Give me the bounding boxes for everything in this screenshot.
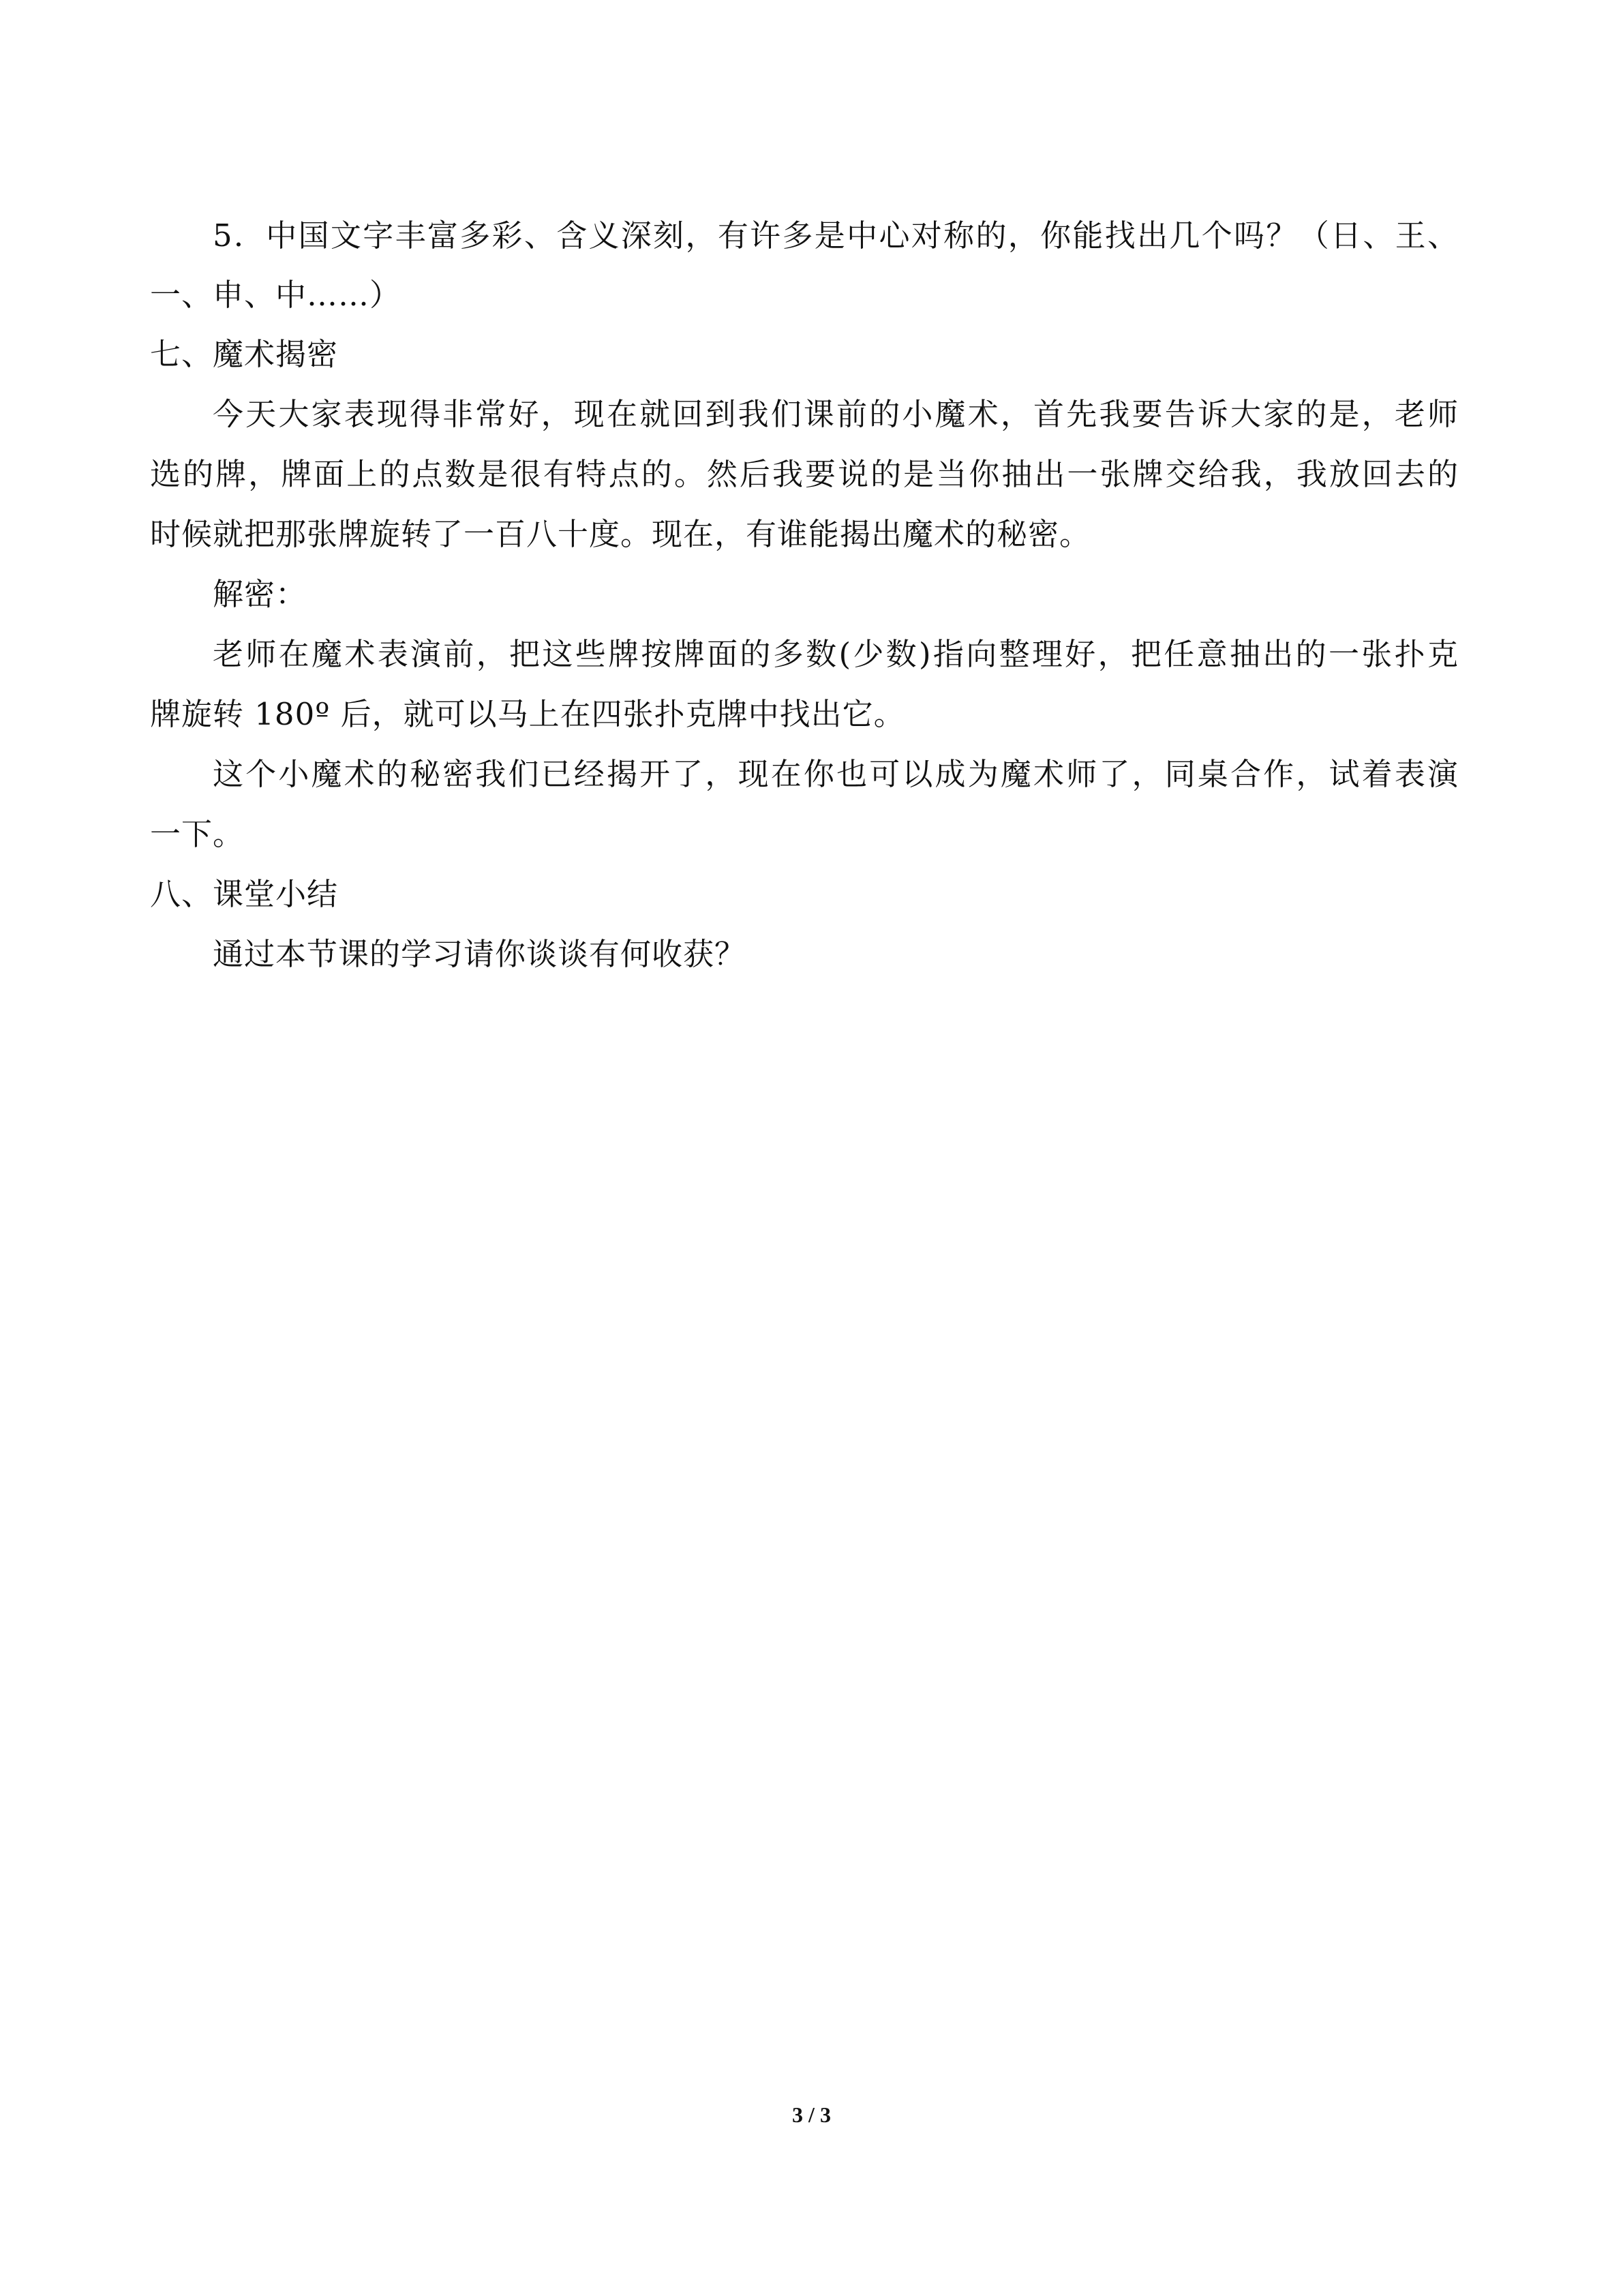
page-number: 3 / 3	[792, 2102, 831, 2127]
q5-line-1: 5．中国文字丰富多彩、含义深刻，有许多是中心对称的，你能找出几个吗？（日、王、	[213, 217, 1459, 254]
para-1-line-3: 时候就把那张牌旋转了一百八十度。现在，有谁能揭出魔术的秘密。	[150, 516, 1091, 552]
section-8-heading: 八、课堂小结	[150, 876, 339, 912]
para-2-line-2: 牌旋转 180º 后，就可以马上在四张扑克牌中找出它。	[150, 696, 905, 732]
para-2-line-1: 老师在魔术表演前，把这些牌按牌面的多数(少数)指向整理好，把任意抽出的一张扑克	[213, 636, 1459, 672]
summary-question: 通过本节课的学习请你谈谈有何收获？	[213, 936, 746, 972]
decode-label: 解密：	[213, 576, 307, 612]
para-1-line-2: 选的牌，牌面上的点数是很有特点的。然后我要说的是当你抽出一张牌交给我，我放回去的	[150, 456, 1459, 492]
para-3-line-2: 一下。	[150, 816, 245, 852]
q5-line-2: 一、申、中……）	[150, 277, 401, 313]
para-1-line-1: 今天大家表现得非常好，现在就回到我们课前的小魔术，首先我要告诉大家的是，老师	[213, 396, 1459, 432]
para-3-line-1: 这个小魔术的秘密我们已经揭开了，现在你也可以成为魔术师了，同桌合作，试着表演	[213, 756, 1459, 792]
section-7-heading: 七、魔术揭密	[150, 336, 339, 372]
